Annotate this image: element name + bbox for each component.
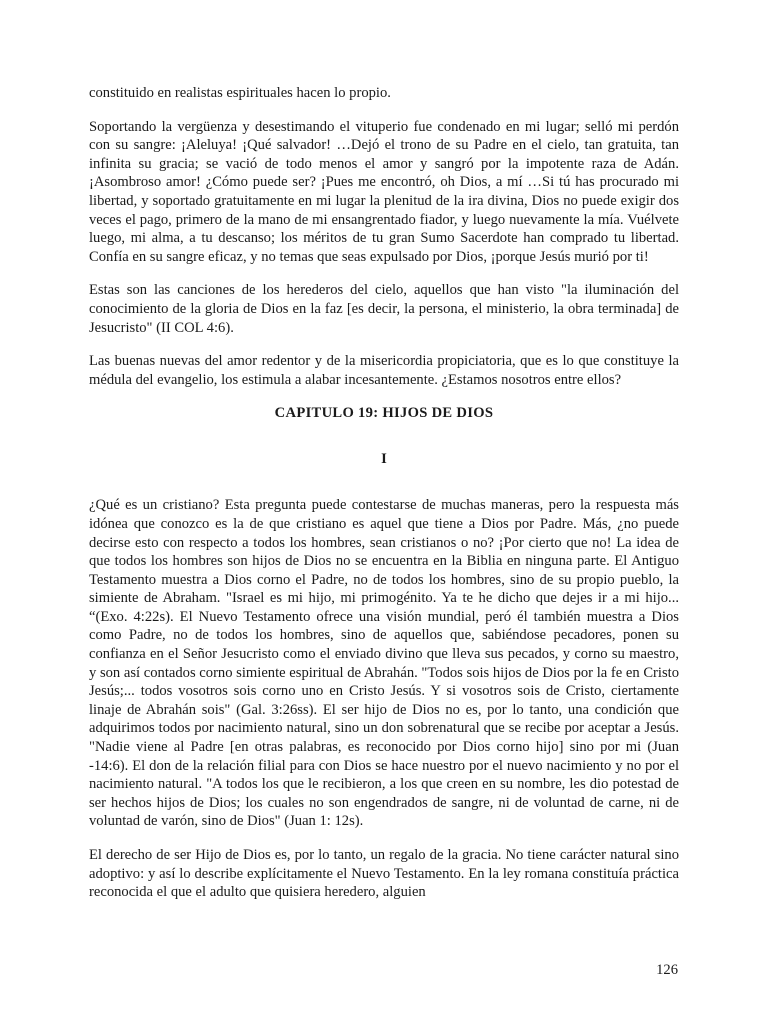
paragraph-5: ¿Qué es un cristiano? Esta pregunta puede contestarse de muchas maneras, pero la respuesta más idónea que conozco es la de que cristiano es aquel que tiene a Dios por Padre. Más, ¿no puede decirse esto con respecto a todos los hombres, sean cristianos o no? ¡Por cierto que no! La idea de que todos los hombres son hijos de Dios no se encuentra en la Biblia en ninguna parte. El Antiguo Testamento muestra a Dios corno el Padre, no de todos los hombres, sino de su propio pueblo, la simiente de Abraham. "Israel es mi hijo, mi primogénito. Ya te he dicho que dejes ir a mi hijo... “(Exo. 4:22s). El Nuevo Testamento ofrece una visión mundial, peró él también muestra a Dios como Padre, no de todos los hombres, sino de aquellos que, sabiéndose pecadores, ponen su confianza en el Señor Jesucristo como el enviado divino que lleva sus pecados, y corno su maestro, y son así contados corno simiente espiritual de Abrahán. "Todos sois hijos de Dios por la fe en Cristo Jesús;... todos vosotros sois corno uno en Cristo Jesús. Y si vosotros sois de Cristo, ciertamente linaje de Abrahán sois" (Gal. 3:26ss). El ser hijo de Dios no es, por lo tanto, una condición que adquirimos todos por nacimiento natural, sino un don sobrenatural que se recibe por aceptar a Jesús. "Nadie viene al Padre [en otras palabras, es reconocido por Dios corno hijo] sino por mi (Juan -14:6). El don de la relación filial para con Dios se hace nuestro por el nuevo nacimiento y no por el nacimiento natural. "A todos los que le recibieron, a los que creen en su nombre, les dio potestad de ser hechos hijos de Dios; los cuales no son engendrados de sangre, ni de voluntad de carne, ni de voluntad de varón, sino de Dios" (Juan 1: 12s). [89,497,679,830]
paragraph-3: Estas son las canciones de los herederos del cielo, aquellos que han visto "la iluminación del conocimiento de la gloria de Dios en la faz [es decir, la persona, el ministerio, la obra terminada] de Jesucristo" (II COL 4:6). [89,282,679,336]
paragraph-1: constituido en realistas espirituales hacen lo propio. [89,85,391,101]
paragraph-2: Soportando la vergüenza y desestimando el vituperio fue condenado en mi lugar; selló mi perdón con su sangre: ¡Aleluya! ¡Qué salvador! …Dejó el trono de su Padre en el cielo, tan gratuita, tan infinita su gracia; se vació de todo menos el amor y sangró por la impotente raza de Adán. ¡Asombroso amor! ¿Cómo puede ser? ¡Pues me encontró, oh Dios, a mí …Si tú has procurado mi libertad, y soportado gratuitamente en mi lugar la plenitud de la ira divina, Dios no puede exigir dos veces el pago, primero de la mano de mi ensangrentado fiador, y luego nuevamente la mía. Vuélvete luego, mi alma, a tu descanso; los méritos de tu gran Sumo Sacerdote han comprado tu libertad. Confía en su sangre eficaz, y no temas que seas expulsado por Dios, ¡porque Jesús murió por ti! [89,118,679,265]
page-number: 126 [656,962,678,978]
paragraph-6: El derecho de ser Hijo de Dios es, por lo tanto, un regalo de la gracia. No tiene carácter natural sino adoptivo: y así lo describe explícitamente el Nuevo Testamento. En la ley romana constituía práctica reconocida el que el adulto que quisiera heredero, alguien [89,847,679,901]
page-body [89,84,679,917]
section-numeral: I [381,451,387,468]
chapter-title: CAPITULO 19: HIJOS DE DIOS [274,405,494,422]
paragraph-4: Las buenas nuevas del amor redentor y de la misericordia propiciatoria, que es lo que constituye la médula del evangelio, los estimula a alabar incesantemente. ¿Estamos nosotros entre ellos? [89,353,679,388]
